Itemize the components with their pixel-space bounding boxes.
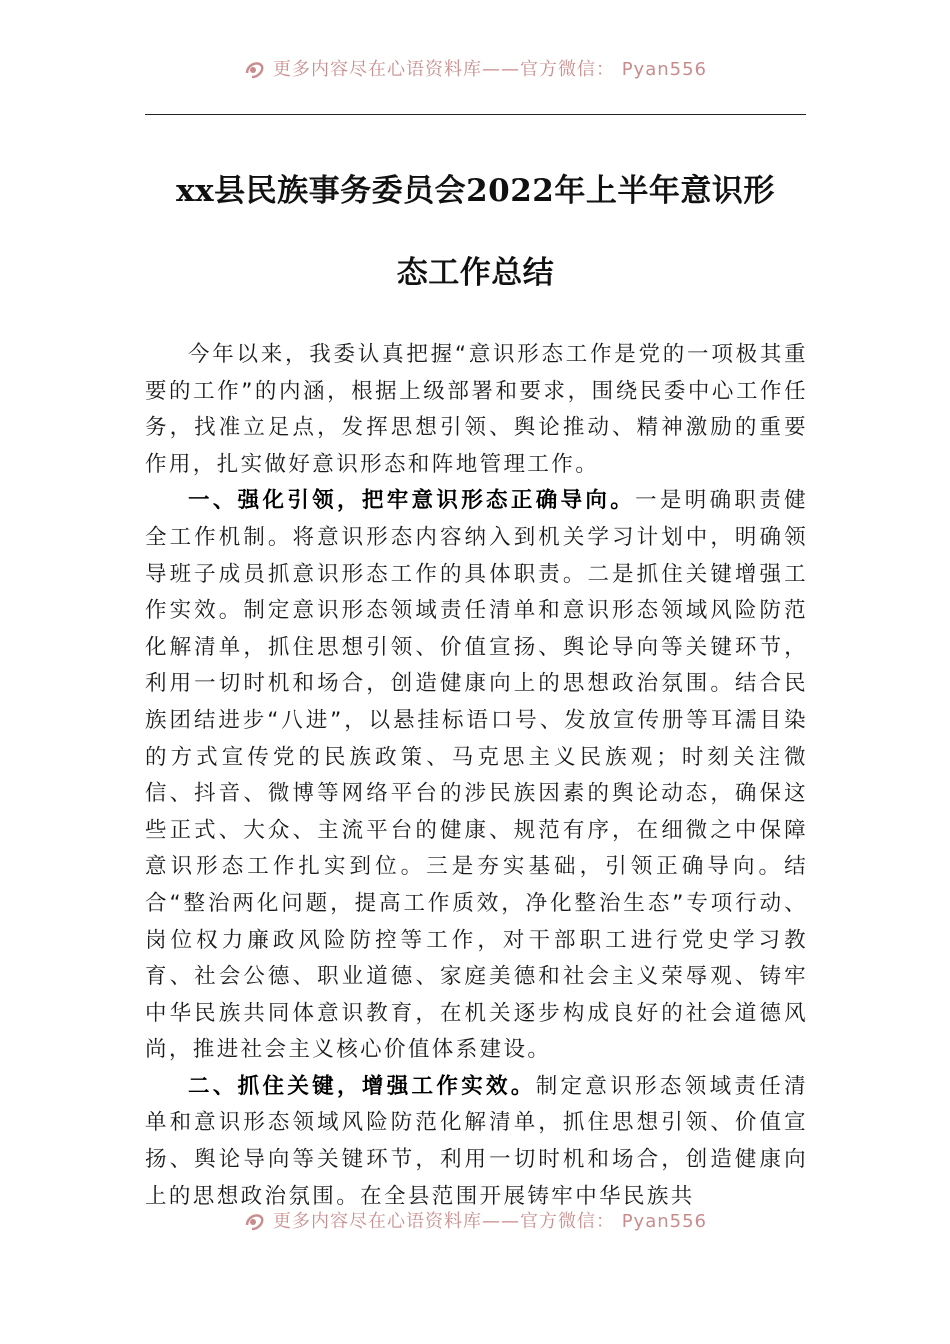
paragraph-intro [145, 337, 808, 483]
watermark-text: 更多内容尽在心语资料库——官方微信： Pyan556 [272, 59, 708, 80]
paragraph-text: 制定意识形态领域责任清单和意识形态领域风险防范化解清单，抓住思想引领、价值宣扬、舆论导向等关键环节，利用一切时机和场合，创造健康向上的思想政治氛围。在全县范围开展铸牢中华民族共 [145, 1073, 808, 1209]
section-heading: 二、抓住关键，增强工作实效。 [188, 1073, 536, 1099]
paragraph-section-1 [145, 483, 808, 1069]
watermark-logo-icon [243, 59, 267, 81]
document-title [145, 150, 806, 314]
watermark-header [0, 57, 950, 83]
title-line-2: 态工作总结 [396, 255, 555, 291]
header-divider [145, 114, 806, 115]
paragraph-text: 一是明确职责健全工作机制。将意识形态内容纳入到机关学习计划中，明确领导班子成员抓意识形态工作的具体职责。二是抓住关键增强工作实效。制定意识形态领域责任清单和意识形态领域风险防范化解清单，抓住思想引领、价值宣扬、舆论导向等关键环节，利用一切时机和场合，创造健康向上的思想政治氛围。结合民族团结进步“八进”，以悬挂标语口号、发放宣传册等耳濡目染的方式宣传党的民族政策、马克思主义民族观；时刻关注微信、抖音、微博等网络平台的涉民族因素的舆论动态，确保这些正式、大众、主流平台的健康、规范有序，在细微之中保障意识形态工作扎实到位。三是夯实基础，引领正确导向。结合“整治两化问题，提高工作质效，净化整治生态”专项行动、岗位权力廉政风险防控等工作，对干部职工进行党史学习教育、社会公德、职业道德、家庭美德和社会主义荣辱观、铸牢中华民族共同体意识教育，在机关逐步构成良好的社会道德风尚，推进社会主义核心价值体系建设。 [145, 488, 809, 1063]
watermark-text: 更多内容尽在心语资料库——官方微信： Pyan556 [272, 1211, 708, 1232]
section-heading: 一、强化引领，把牢意识形态正确导向。 [188, 488, 636, 514]
document-body [145, 337, 808, 1215]
watermark-logo-icon [243, 1211, 267, 1233]
paragraph-text: 今年以来，我委认真把握“意识形态工作是党的一项极其重要的工作”的内涵，根据上级部署和要求，围绕民委中心工作任务，找准立足点，发挥思想引领、舆论推动、精神激励的重要作用，扎实做好意识形态和阵地管理工作。 [145, 342, 808, 477]
watermark-footer [0, 1209, 950, 1235]
title-line-1: xx县民族事务委员会2022年上半年意识形 [176, 173, 775, 209]
paragraph-section-2 [145, 1069, 808, 1215]
